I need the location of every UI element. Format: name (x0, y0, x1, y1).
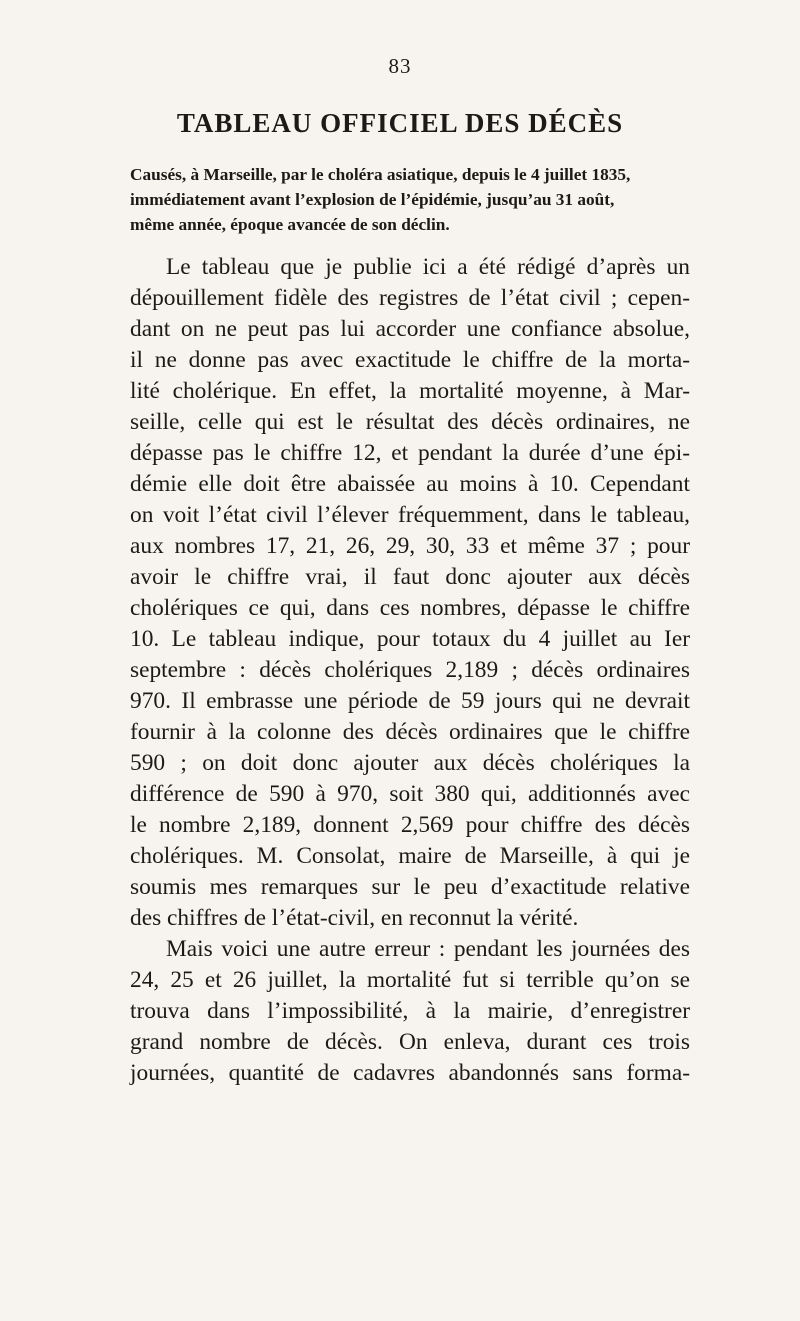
body-line: aux nombres 17, 21, 26, 29, 30, 33 et même 37 ; pour (130, 533, 690, 559)
page-number: 83 (388, 54, 412, 78)
body-line: dant on ne peut pas lui accorder une confiance absolue, (130, 316, 690, 342)
body-line: soumis mes remarques sur le peu d’exactitude relative (130, 874, 690, 900)
body-line: différence de 590 à 970, soit 380 qui, additionnés avec (130, 781, 690, 807)
body-line: 970. Il embrasse une période de 59 jours qui ne devrait (130, 688, 690, 714)
body-line: démie elle doit être abaissée au moins à 10. Cependant (130, 471, 690, 497)
table-caption (130, 162, 690, 237)
page-title: TABLEAU OFFICIEL DES DÉCÈS (176, 108, 624, 138)
body-line: Mais voici une autre erreur : pendant les journées des (166, 936, 690, 962)
body-line: grand nombre de décès. On enleva, durant ces trois (130, 1029, 690, 1055)
caption-line: immédiatement avant l’explosion de l’épidémie, jusqu’au 31 août, (130, 190, 615, 209)
body-line: cholériques ce qui, dans ces nombres, dépasse le chiffre (130, 595, 690, 621)
body-line: 590 ; on doit donc ajouter aux décès cholériques la (130, 750, 690, 776)
body-line: journées, quantité de cadavres abandonnés sans forma- (130, 1060, 690, 1086)
body-line: lité cholérique. En effet, la mortalité moyenne, à Mar- (130, 378, 690, 404)
body-line: dépasse pas le chiffre 12, et pendant la durée d’une épi- (130, 440, 690, 466)
body-line: Le tableau que je publie ici a été rédigé d’après un (166, 254, 690, 280)
body-line: trouva dans l’impossibilité, à la mairie, d’enregistrer (130, 998, 690, 1024)
body-line: dépouillement fidèle des registres de l’état civil ; cepen- (130, 285, 690, 311)
body-line: on voit l’état civil l’élever fréquemment, dans le tableau, (130, 502, 690, 528)
body-line: des chiffres de l’état-civil, en reconnut la vérité. (130, 905, 579, 931)
body-line: le nombre 2,189, donnent 2,569 pour chiffre des décès (130, 812, 690, 838)
caption-line: Causés, à Marseille, par le choléra asiatique, depuis le 4 juillet 1835, (130, 165, 631, 184)
body-line: il ne donne pas avec exactitude le chiffre de la morta- (130, 347, 690, 373)
body-line: seille, celle qui est le résultat des décès ordinaires, ne (130, 409, 690, 435)
body-text (130, 252, 690, 1089)
body-line: cholériques. M. Consolat, maire de Marseille, à qui je (130, 843, 690, 869)
body-line: avoir le chiffre vrai, il faut donc ajouter aux décès (130, 564, 690, 590)
body-line: 24, 25 et 26 juillet, la mortalité fut si terrible qu’on se (130, 967, 690, 993)
body-line: 10. Le tableau indique, pour totaux du 4 juillet au Ier (130, 626, 690, 652)
body-line: septembre : décès cholériques 2,189 ; décès ordinaires (130, 657, 690, 683)
body-line: fournir à la colonne des décès ordinaires que le chiffre (130, 719, 690, 745)
caption-line: même année, époque avancée de son déclin. (130, 215, 450, 234)
